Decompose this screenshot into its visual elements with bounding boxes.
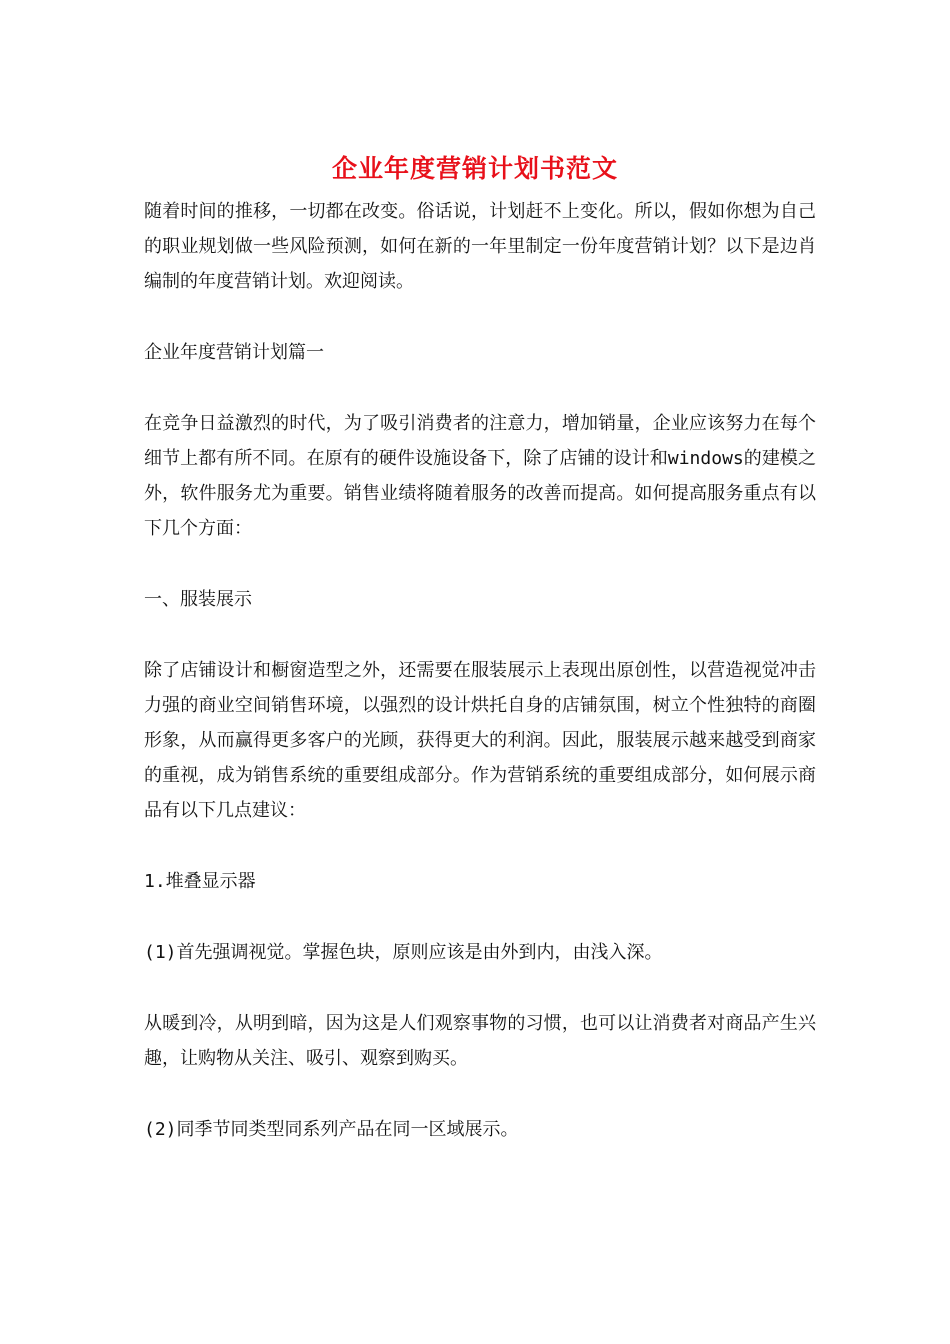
subheading-stacked-display: 1.堆叠显示器 bbox=[144, 871, 256, 892]
warm-to-cold-paragraph: 从暖到冷，从明到暗，因为这是人们观察事物的习惯，也可以让消费者对商品产生兴趣，让购物从关注、吸引、观察到购买。 bbox=[144, 1013, 816, 1069]
section-heading-plan-one: 企业年度营销计划篇一 bbox=[144, 342, 324, 363]
section-heading-clothing-display: 一、服装展示 bbox=[144, 589, 252, 610]
point-one-paragraph: (1)首先强调视觉。掌握色块，原则应该是由外到内，由浅入深。 bbox=[144, 942, 663, 963]
document-body bbox=[144, 194, 816, 1147]
competition-paragraph: 在竞争日益激烈的时代，为了吸引消费者的注意力，增加销量，企业应该努力在每个细节上都有所不同。在原有的硬件设施设备下，除了店铺的设计和windows的建模之外，软件服务尤为重要。销售业绩将随着服务的改善而提高。如何提高服务重点有以下几个方面： bbox=[144, 413, 816, 539]
document-title: 企业年度营销计划书范文 bbox=[331, 154, 618, 183]
intro-paragraph: 随着时间的推移，一切都在改变。俗话说，计划赶不上变化。所以，假如你想为自己的职业规划做一些风险预测，如何在新的一年里制定一份年度营销计划？以下是边肖编制的年度营销计划。欢迎阅读。 bbox=[144, 201, 816, 292]
point-two-paragraph: (2)同季节同类型同系列产品在同一区域展示。 bbox=[144, 1119, 519, 1140]
clothing-display-paragraph: 除了店铺设计和橱窗造型之外，还需要在服装展示上表现出原创性，以营造视觉冲击力强的商业空间销售环境，以强烈的设计烘托自身的店铺氛围，树立个性独特的商圈形象，从而赢得更多客户的光顾，获得更大的利润。因此，服装展示越来越受到商家的重视，成为销售系统的重要组成部分。作为营销系统的重要组成部分，如何展示商品有以下几点建议： bbox=[144, 660, 816, 821]
